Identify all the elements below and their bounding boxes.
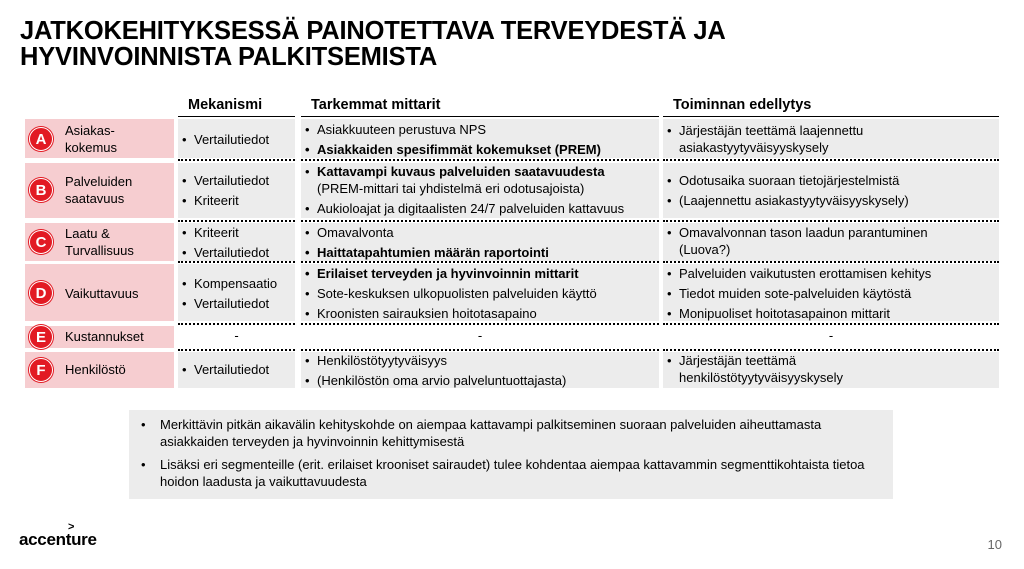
page-title [20, 18, 920, 70]
row-separator [663, 220, 999, 222]
summary-note: • Lisäksi eri segmenteille (erit. erilaiset krooniset sairaudet) tulee kohdentaa aiempaa kattavammin segmenttikohtaista tietoa hoidon laadusta ja vaikuttavuudesta [129, 456, 883, 490]
row-label-text: Henkilöstö [65, 362, 126, 377]
row-separator [301, 159, 659, 161]
cell-mechanism [178, 352, 295, 388]
list-item: • (Laajennettu asiakastyytyväisyyskysely) [663, 192, 999, 209]
row-label-palveluiden-saatavuus [25, 163, 174, 218]
cell-metrics [301, 352, 659, 388]
list-item: • Vertailutiedot [178, 244, 295, 261]
logo-chevron-icon: > [68, 521, 75, 533]
cell-mechanism [178, 163, 295, 218]
cell-metrics-empty: - [301, 326, 659, 348]
cell-prerequisite [663, 223, 999, 261]
badge-e: E [29, 325, 53, 349]
cell-prerequisite [663, 264, 999, 321]
list-item: • Omavalvonnan tason laadun parantuminen (Luova?) [663, 224, 999, 258]
row-separator [178, 349, 295, 351]
list-item: • Aukioloajat ja digitaalisten 24/7 palveluiden kattavuus [301, 200, 659, 217]
cell-mechanism-empty: - [178, 326, 295, 348]
header-underline [301, 116, 659, 117]
summary-note-box [129, 410, 893, 499]
list-item: • Järjestäjän teettämä laajennettu asiakastyytyväisyyskysely [663, 122, 999, 156]
list-item: • Asiakkuuteen perustuva NPS [301, 121, 659, 138]
badge-f: F [29, 358, 53, 382]
row-label-text: Vaikuttavuus [65, 286, 139, 301]
list-item: • Kattavampi kuvaus palveluiden saatavuudesta (PREM-mittari tai yhdistelmä eri odotusajoista) [301, 163, 659, 197]
row-separator [178, 220, 295, 222]
list-item: • Kriteerit [178, 224, 295, 241]
cell-mechanism [178, 119, 295, 158]
badge-a: A [29, 127, 53, 151]
row-separator [178, 261, 295, 263]
cell-mechanism [178, 223, 295, 261]
header-underline [178, 116, 295, 117]
list-item: • Tiedot muiden sote-palveluiden käytöstä [663, 285, 999, 302]
row-label-text: Asiakas- kokemus [65, 123, 118, 155]
row-separator [301, 261, 659, 263]
list-item: • Omavalvonta [301, 224, 659, 241]
list-item: • Palveluiden vaikutusten erottamisen kehitys [663, 265, 999, 282]
row-separator [663, 159, 999, 161]
header-mechanism: Mekanismi [188, 97, 263, 113]
page-title-line-2: HYVINVOINNISTA PALKITSEMISTA [20, 43, 438, 71]
summary-note: • Merkittävin pitkän aikavälin kehityskohde on aiempaa kattavampi palkitseminen suoraan palveluiden aiheuttamasta asiakkaiden terveyden ja hyvinvoinnin kehittymisestä [129, 416, 883, 450]
list-item: • Monipuoliset hoitotasapainon mittarit [663, 305, 999, 322]
list-item: • Odotusaika suoraan tietojärjestelmistä [663, 172, 999, 189]
cell-metrics [301, 163, 659, 218]
list-item: • Erilaiset terveyden ja hyvinvoinnin mittarit [301, 265, 659, 282]
page-title-line-1: JATKOKEHITYKSESSÄ PAINOTETTAVA TERVEYDESTÄ JA [20, 17, 726, 45]
logo-wordmark: accenture [19, 530, 97, 549]
header-metrics: Tarkemmat mittarit [311, 97, 441, 113]
list-item: • Vertailutiedot [178, 172, 295, 189]
header-prerequisite: Toiminnan edellytys [673, 97, 812, 113]
row-label-text: Palveluiden saatavuus [65, 174, 133, 206]
row-label-laatu-turvallisuus [25, 223, 174, 261]
badge-b: B [29, 178, 53, 202]
accenture-logo [19, 521, 97, 550]
row-separator [663, 349, 999, 351]
list-item: • Vertailutiedot [178, 295, 295, 312]
row-separator [663, 323, 999, 325]
list-item: • Vertailutiedot [178, 131, 295, 148]
row-separator [301, 349, 659, 351]
row-label-text: Laatu & Turvallisuus [65, 226, 134, 258]
cell-metrics [301, 223, 659, 261]
list-item: • Kompensaatio [178, 275, 295, 292]
row-separator [663, 261, 999, 263]
row-label-henkilosto [25, 352, 174, 388]
page-number: 10 [987, 537, 1002, 552]
row-separator [301, 323, 659, 325]
cell-prerequisite-empty: - [663, 326, 999, 348]
list-item: • Sote-keskuksen ulkopuolisten palveluiden käyttö [301, 285, 659, 302]
badge-c: C [29, 230, 53, 254]
list-item: • Kroonisten sairauksien hoitotasapaino [301, 305, 659, 322]
list-item: • (Henkilöstön oma arvio palveluntuottajasta) [301, 372, 659, 389]
row-separator [178, 159, 295, 161]
row-label-kustannukset [25, 326, 174, 348]
row-separator [178, 323, 295, 325]
cell-prerequisite [663, 163, 999, 218]
list-item: • Henkilöstötyytyväisyys [301, 352, 659, 369]
cell-metrics [301, 119, 659, 158]
cell-prerequisite [663, 352, 999, 388]
row-label-vaikuttavuus [25, 264, 174, 321]
list-item: • Vertailutiedot [178, 361, 295, 378]
header-underline [663, 116, 999, 117]
list-item: • Haittatapahtumien määrän raportointi [301, 244, 659, 261]
list-item: • Kriteerit [178, 192, 295, 209]
list-item: • Asiakkaiden spesifimmät kokemukset (PREM) [301, 141, 659, 158]
badge-d: D [29, 281, 53, 305]
cell-metrics [301, 264, 659, 321]
row-label-text: Kustannukset [65, 329, 144, 344]
row-separator [301, 220, 659, 222]
row-label-asiakaskokemus [25, 119, 174, 158]
cell-prerequisite [663, 119, 999, 158]
cell-mechanism [178, 264, 295, 321]
list-item: • Järjestäjän teettämä henkilöstötyytyväisyyskysely [663, 352, 999, 386]
